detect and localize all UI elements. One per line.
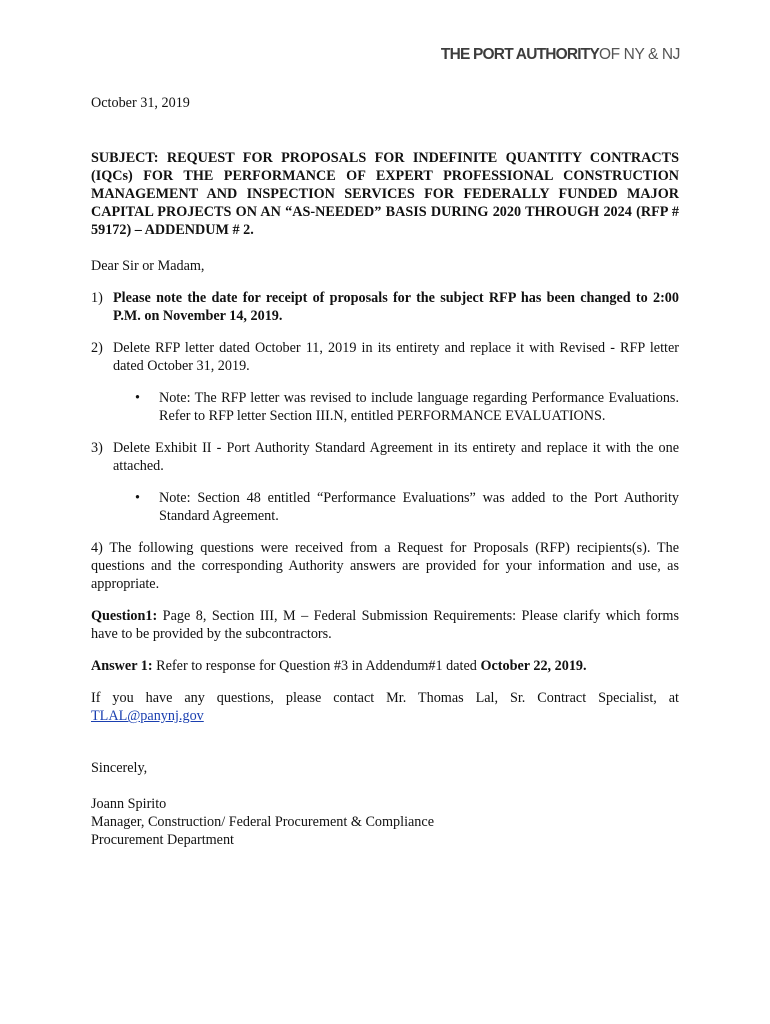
logo-light-text: OF NY & NJ [599, 46, 680, 63]
logo-bold-text: THE PORT AUTHORITY [440, 46, 600, 63]
letter-subject: SUBJECT: REQUEST FOR PROPOSALS FOR INDEFINITE QUANTITY CONTRACTS (IQCs) FOR THE PERFORMANCE OF EXPERT PROFESSIONAL CONSTRUCTION MANAGEMENT AND INSPECTION SERVICES FOR FEDERALLY FUNDED MAJOR CAPITAL PROJECTS ON AN “AS-NEEDED” BASIS DURING 2020 THROUGH 2024 (RFP # 59172) – ADDENDUM # 2. [91, 150, 679, 238]
bullet-text: Note: Section 48 entitled “Performance Evaluations” was added to the Port Authority Standard Agreement. [159, 490, 679, 524]
list-item-text: Please note the date for receipt of proposals for the subject RFP has been changed to 2:00 P.M. on November 14, 2019. [113, 290, 679, 324]
port-authority-logo [441, 46, 680, 64]
bullet-note-2 [135, 489, 679, 525]
signature-block [91, 795, 679, 849]
salutation: Dear Sir or Madam, [91, 258, 205, 274]
contact-paragraph [91, 689, 679, 725]
bullet-note-1 [135, 389, 679, 425]
list-item-text: Delete Exhibit II - Port Authority Standard Agreement in its entirety and replace it with the one attached. [113, 440, 679, 474]
bullet-text: Note: The RFP letter was revised to include language regarding Performance Evaluations. Refer to RFP letter Section III.N, entitled PERFORMANCE EVALUATIONS. [159, 390, 679, 424]
answer-1 [91, 657, 679, 675]
list-number: 3) [91, 440, 103, 456]
question-1 [91, 607, 679, 643]
answer-label: Answer 1: [91, 658, 153, 674]
list-item-text: Delete RFP letter dated October 11, 2019 in its entirety and replace it with Revised - RFP letter dated October 31, 2019. [113, 340, 679, 374]
closing: Sincerely, [91, 760, 148, 776]
list-item-2 [91, 339, 679, 375]
list-number: 2) [91, 340, 103, 356]
signer-name: Joann Spirito [91, 796, 167, 812]
list-item-4: 4) The following questions were received from a Request for Proposals (RFP) recipients(s). The questions and the corresponding Authority answers are provided for your information and use, as appropriate. [91, 540, 679, 592]
letter-date: October 31, 2019 [91, 95, 190, 111]
contact-email-link[interactable]: TLAL@panynj.gov [91, 708, 204, 724]
contact-text: If you have any questions, please contact Mr. Thomas Lal, Sr. Contract Specialist, at [91, 690, 679, 706]
bullet-icon: • [135, 390, 140, 406]
question-label: Question1: [91, 608, 158, 624]
signer-title: Manager, Construction/ Federal Procurement & Compliance [91, 814, 434, 830]
list-item-1 [91, 289, 679, 325]
signer-department: Procurement Department [91, 832, 235, 848]
bullet-icon: • [135, 490, 140, 506]
list-item-3 [91, 439, 679, 475]
list-number: 1) [91, 290, 103, 306]
question-text: Page 8, Section III, M – Federal Submission Requirements: Please clarify which forms have to be provided by the subcontractors. [91, 608, 679, 642]
answer-date: October 22, 2019. [480, 658, 587, 674]
letter-body [91, 94, 679, 849]
answer-text: Refer to response for Question #3 in Addendum#1 dated [152, 658, 481, 674]
